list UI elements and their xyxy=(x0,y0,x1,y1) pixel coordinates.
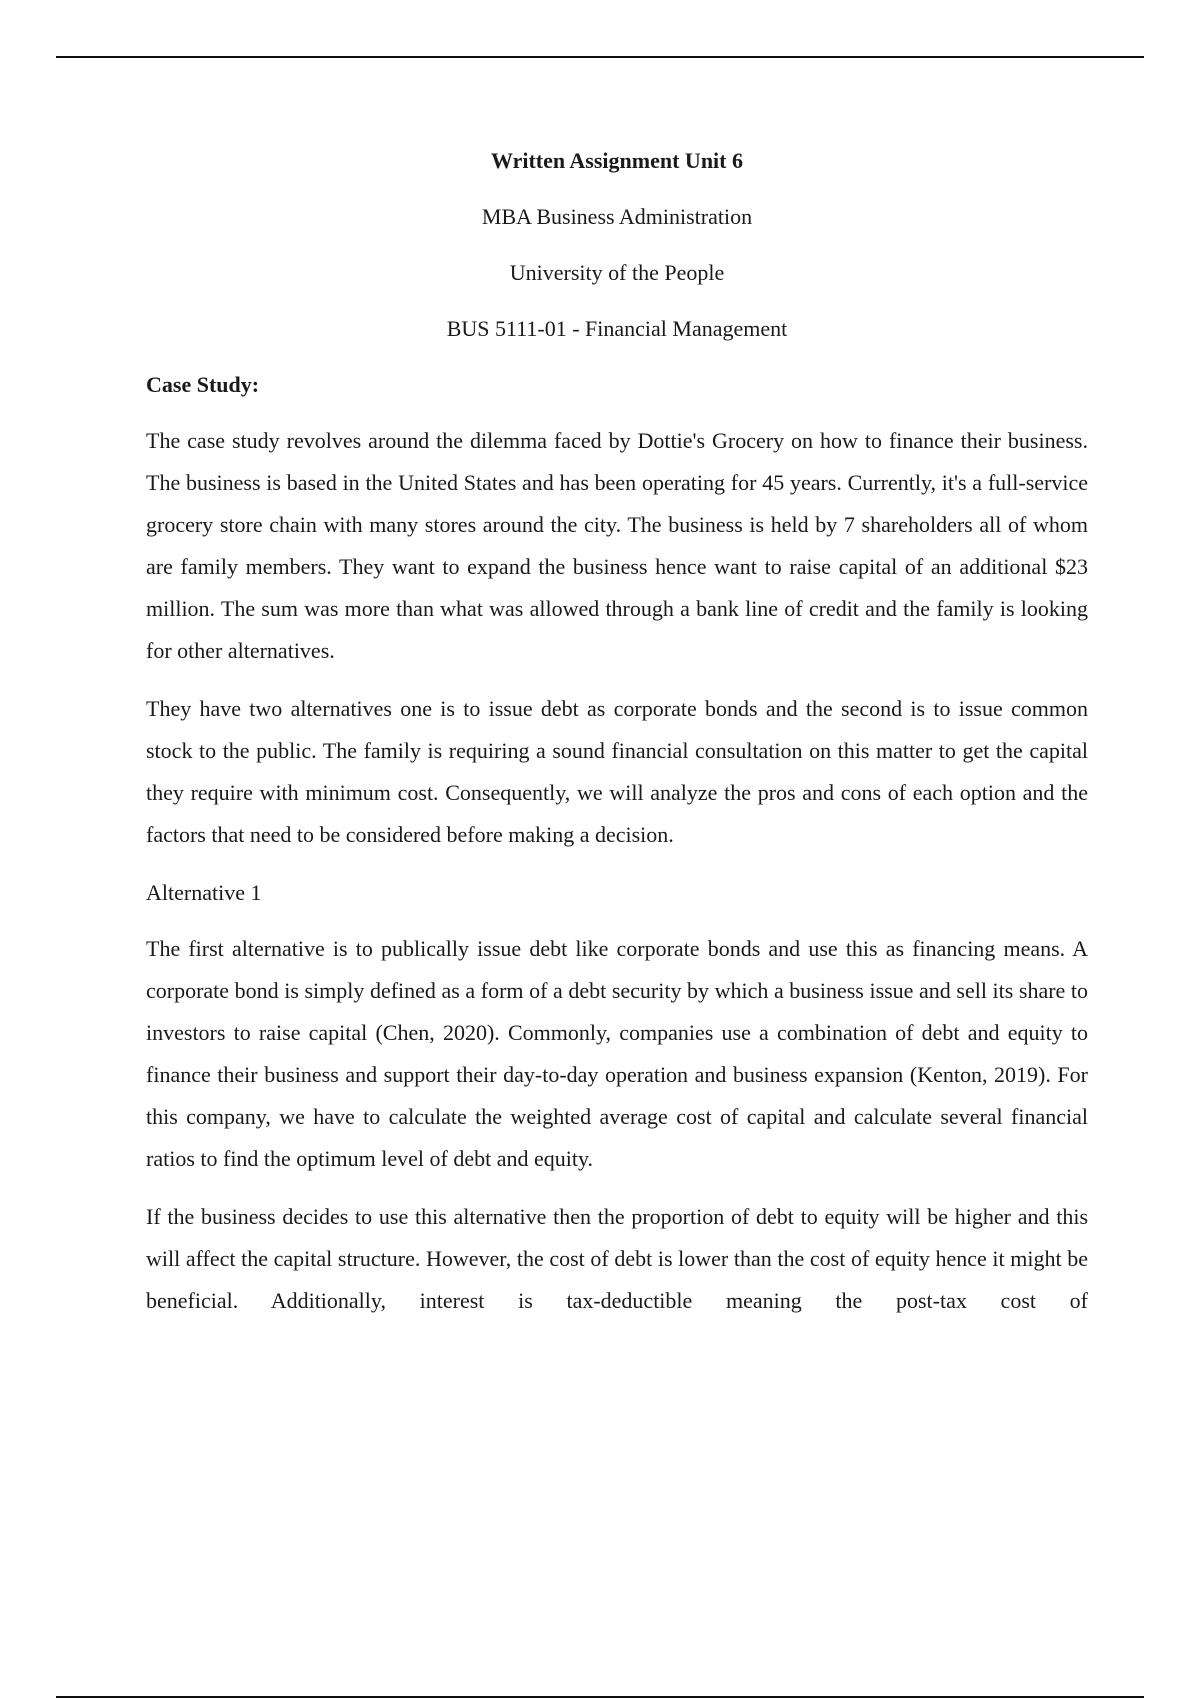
alternative-1-paragraph-2: If the business decides to use this alternative then the proportion of debt to equity will be higher and this will affect the capital structure. However, the cost of debt is lower than the cost of equity hence it might be beneficial. Additionally, interest is tax-deductible meaning the post-tax cost of xyxy=(146,1204,1088,1313)
bottom-rule xyxy=(56,1696,1144,1698)
case-study-heading: Case Study: xyxy=(146,372,260,397)
document-page xyxy=(146,140,1088,1338)
program-name: MBA Business Administration xyxy=(481,204,753,229)
university-name: University of the People xyxy=(509,260,725,285)
case-study-paragraph-1: The case study revolves around the dilemma faced by Dottie's Grocery on how to finance their business. The business is based in the United States and has been operating for 45 years. Currently, it's a full-service grocery store chain with many stores around the city. The business is held by 7 shareholders all of whom are family members. They want to expand the business hence want to raise capital of an additional $23 million. The sum was more than what was allowed through a bank line of credit and the family is looking for other alternatives. xyxy=(146,428,1088,663)
case-study-paragraph-2: They have two alternatives one is to issue debt as corporate bonds and the second is to issue common stock to the public. The family is requiring a sound financial consultation on this matter to get the capital they require with minimum cost. Consequently, we will analyze the pros and cons of each option and the factors that need to be considered before making a decision. xyxy=(146,696,1088,847)
alternative-1-heading: Alternative 1 xyxy=(146,880,262,905)
top-rule xyxy=(56,56,1144,58)
document-title: Written Assignment Unit 6 xyxy=(491,148,743,173)
alternative-1-paragraph-1: The first alternative is to publically issue debt like corporate bonds and use this as financing means. A corporate bond is simply defined as a form of a debt security by which a business issue and sell its share to investors to raise capital (Chen, 2020). Commonly, companies use a combination of debt and equity to finance their business and support their day-to-day operation and business expansion (Kenton, 2019). For this company, we have to calculate the weighted average cost of capital and calculate several financial ratios to find the optimum level of debt and equity. xyxy=(146,936,1088,1171)
course-name: BUS 5111-01 - Financial Management xyxy=(446,316,788,341)
